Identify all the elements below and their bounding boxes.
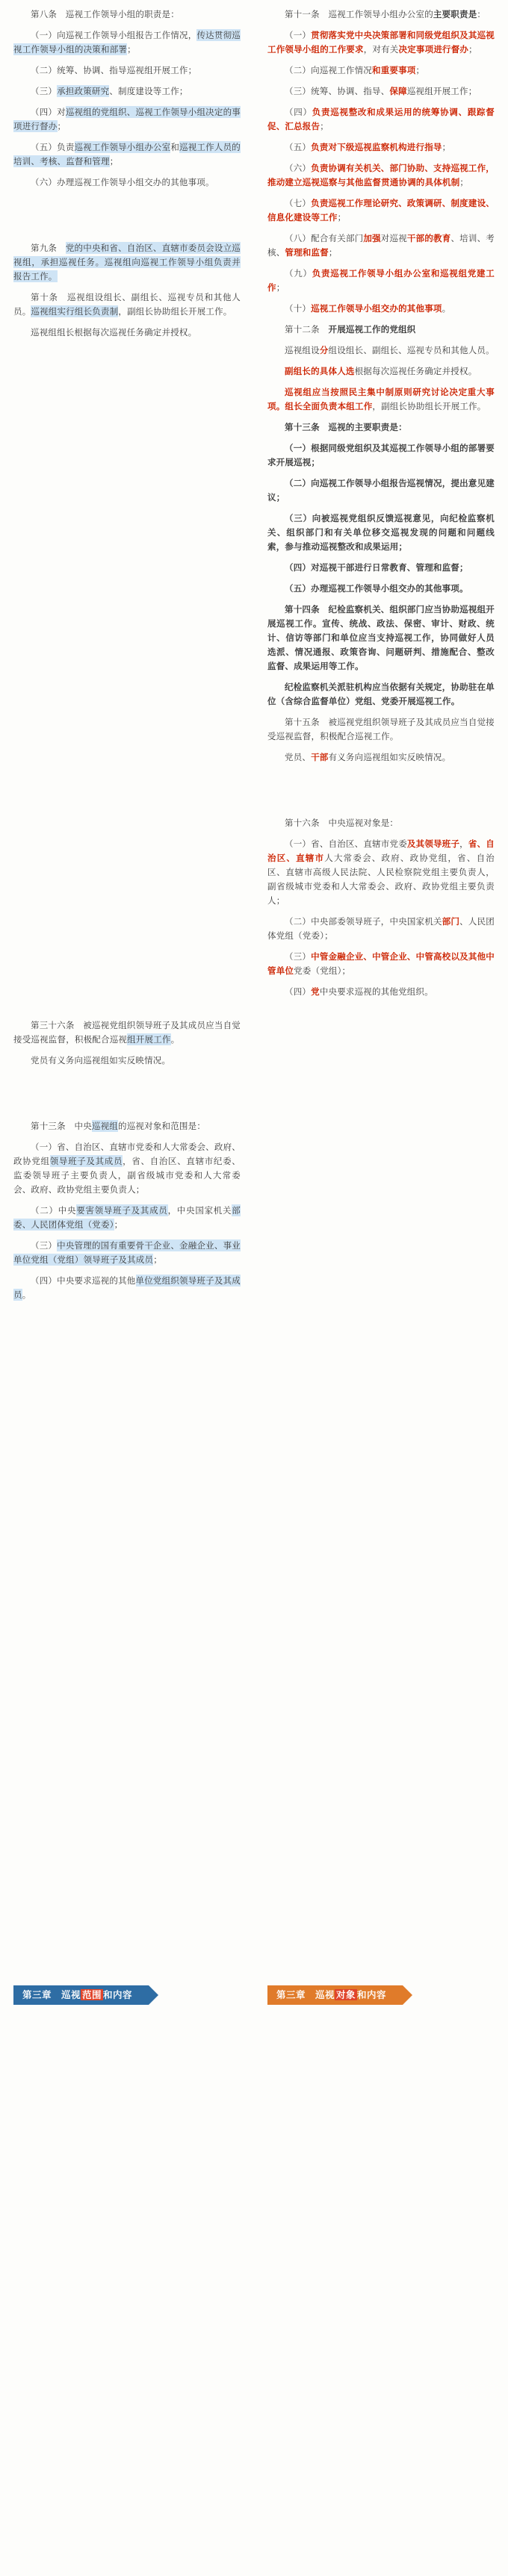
new-clause-paragraph: （四）负责巡视整改和成果运用的统筹协调、跟踪督促、汇总报告；: [267, 107, 495, 131]
left-banner-gap: [13, 1074, 241, 1119]
old-clause-paragraph: 巡视组组长根据每次巡视任务确定并授权。: [31, 327, 197, 337]
new-clause-paragraph: （四）对巡视干部进行日常教育、管理和监督；: [285, 562, 468, 573]
left-column-body: [13, 7, 241, 1302]
chapter-banner-left-highlight: 范围: [82, 1989, 102, 2000]
new-clause-paragraph: （五）办理巡视工作领导小组交办的其他事项。: [285, 583, 468, 594]
new-clause-paragraph: （五）负责对下级巡视监察机构进行指导；: [285, 142, 451, 152]
old-clause-paragraph: （六）办理巡视工作领导小组交办的其他事项。: [31, 177, 214, 187]
right-column-new-version: [254, 0, 508, 1013]
old-clause-paragraph: 第十条 巡视组设组长、副组长、巡视专员和其他人员。巡视组实行组长负责制，副组长协助组长开展工作。: [13, 292, 241, 317]
new-clause-paragraph: 党员、干部有义务向巡视组如实反映情况。: [285, 752, 451, 762]
right-banner-cell: [254, 1982, 508, 2008]
right-banner-gap: [267, 771, 495, 816]
new-clause-paragraph: 纪检监察机关派驻机构应当依据有关规定，协助驻在单位（含综合监督单位）党组、党委开展巡视工作。: [267, 682, 495, 706]
chapter-banner-row: [0, 1982, 508, 2008]
new-clause-paragraph: （三）统筹、协调、指导、保障巡视组开展工作；: [285, 86, 477, 96]
left-banner-cell: [0, 1982, 254, 2008]
right-column-body: [267, 7, 495, 999]
new-clause-paragraph: 巡视组应当按照民主集中制原则研究讨论决定重大事项。组长全面负责本组工作，副组长协助组长开展工作。: [267, 387, 495, 411]
chapter-banner-right: [267, 1985, 403, 2005]
chapter-banner-left-after: 和内容: [103, 1989, 133, 2000]
left-column-old-version: [0, 0, 254, 1316]
old-clause-paragraph: 第十三条 中央巡视组的巡视对象和范围是：: [31, 1121, 206, 1131]
new-clause-paragraph: 第十三条 巡视的主要职责是：: [285, 422, 407, 432]
new-clause-paragraph: （九）负责巡视工作领导小组办公室和巡视组党建工作；: [267, 268, 495, 293]
chapter-banner-right-after: 和内容: [357, 1989, 387, 2000]
old-clause-paragraph: （一）向巡视工作领导小组报告工作情况，传达贯彻巡视工作领导小组的决策和部署；: [13, 30, 241, 55]
chapter-banner-left-before: 第三章 巡视: [22, 1989, 81, 2000]
new-clause-paragraph: （七）负责巡视工作理论研究、政策调研、制度建设、信息化建设等工作；: [267, 198, 495, 223]
new-clause-paragraph: 第十一条 巡视工作领导小组办公室的主要职责是：: [285, 9, 486, 19]
new-clause-paragraph: （十）巡视工作领导小组交办的其他事项。: [285, 303, 451, 314]
new-clause-paragraph: （一）贯彻落实党中央决策部署和同级党组织及其巡视工作领导小组的工作要求，对有关决定事项进行督办；: [267, 30, 495, 55]
old-clause-paragraph: 第八条 巡视工作领导小组的职责是：: [31, 9, 179, 19]
old-clause-paragraph: （五）负责巡视工作领导小组办公室和巡视工作人员的培训、考核、监督和管理；: [13, 142, 241, 167]
old-clause-paragraph: （三）中央管理的国有重要骨干企业、金融企业、事业单位党组（党组）领导班子及其成员；: [13, 1240, 241, 1265]
old-clause-spacer: [13, 196, 241, 241]
new-clause-paragraph: 第十五条 被巡视党组织领导班子及其成员应当自觉接受巡视监督，积极配合巡视工作。: [267, 717, 495, 741]
chapter-banner-right-before: 第三章 巡视: [276, 1989, 335, 2000]
new-clause-paragraph: （三）中管金融企业、中管企业、中管高校以及其他中管单位党委（党组）；: [267, 951, 495, 976]
new-clause-paragraph: 第十四条 纪检监察机关、组织部门应当协助巡视组开展巡视工作。宣传、统战、政法、保密、审计、财政、统计、信访等部门和单位应当支持巡视工作，协同做好人员选派、情况通报、政策咨询、问题研判、措施配合、整改监督、成果运用等工作。: [267, 604, 495, 671]
old-clause-paragraph: 党员有义务向巡视组如实反映情况。: [31, 1055, 171, 1065]
old-clause-paragraph: （一）省、自治区、直辖市党委和人大常委会、政府、政协党组领导班子及其成员，省、自治区、直辖市纪委、监委领导班子主要负责人，副省级城市党委和人大常委会、政府、政协党组主要负责人；: [13, 1142, 241, 1195]
chapter-banner-right-highlight: 对象: [336, 1989, 356, 2000]
old-clause-paragraph: （二）中央要害领导班子及其成员，中央国家机关部委、人民团体党组（党委）；: [13, 1205, 241, 1230]
new-clause-paragraph: （四）党中央要求巡视的其他党组织。: [285, 986, 433, 997]
old-clause-paragraph: 第三十六条 被巡视党组织领导班子及其成员应当自觉接受巡视监督，积极配合巡视组开展工作。: [13, 1020, 241, 1045]
new-clause-paragraph: （二）向巡视工作情况和重要事项；: [285, 65, 425, 75]
old-clause-paragraph: （四）对巡视组的党组织、巡视工作领导小组决定的事项进行督办；: [13, 107, 241, 131]
old-clause-paragraph: 第九条 党的中央和省、自治区、直辖市委员会设立巡视组，承担巡视任务。巡视组向巡视工作领导小组负责并报告工作。: [13, 243, 241, 281]
new-clause-paragraph: （六）负责协调有关机关、部门协助、支持巡视工作，推动建立巡视巡察与其他监督贯通协调的具体机制；: [267, 163, 495, 187]
new-clause-paragraph: （一）省、自治区、直辖市党委及其领导班子，省、自治区、直辖市人大常委会、政府、政协党组，省、自治区、直辖市高级人民法院、人民检察院党组主要负责人，副省级城市党委和人大常委会、政府、政协党组主要负责人；: [267, 839, 495, 906]
new-clause-paragraph: （二）向巡视工作领导小组报告巡视情况，提出意见建议；: [267, 478, 495, 503]
chapter-banner-left: [13, 1985, 149, 2005]
new-clause-paragraph: （三）向被巡视党组织反馈巡视意见，向纪检监察机关、组织部门和有关单位移交巡视发现的问题和问题线索，参与推动巡视整改和成果运用；: [267, 513, 495, 552]
old-clause-paragraph: （四）中央要求巡视的其他单位党组织领导班子及其成员。: [13, 1275, 241, 1300]
new-clause-paragraph: 第十二条 开展巡视工作的党组织: [285, 324, 416, 335]
new-clause-paragraph: （一）根据同级党组织及其巡视工作领导小组的部署要求开展巡视；: [267, 443, 495, 467]
old-clause-paragraph: （三）承担政策研究、制度建设等工作；: [31, 86, 188, 96]
old-clause-spacer: [13, 346, 241, 1018]
old-clause-paragraph: （二）统筹、协调、指导巡视组开展工作；: [31, 65, 197, 75]
new-clause-paragraph: 第十六条 中央巡视对象是：: [285, 818, 399, 828]
new-clause-paragraph: （二）中央部委领导班子，中央国家机关部门、人民团体党组（党委）；: [267, 916, 495, 941]
new-clause-paragraph: （八）配合有关部门加强对巡视干部的教育、培训、考核、管理和监督；: [267, 233, 495, 258]
new-clause-paragraph: 巡视组设分组设组长、副组长、巡视专员和其他人员。: [285, 345, 495, 355]
new-clause-paragraph: 副组长的具体人选根据每次巡视任务确定并授权。: [285, 366, 477, 376]
